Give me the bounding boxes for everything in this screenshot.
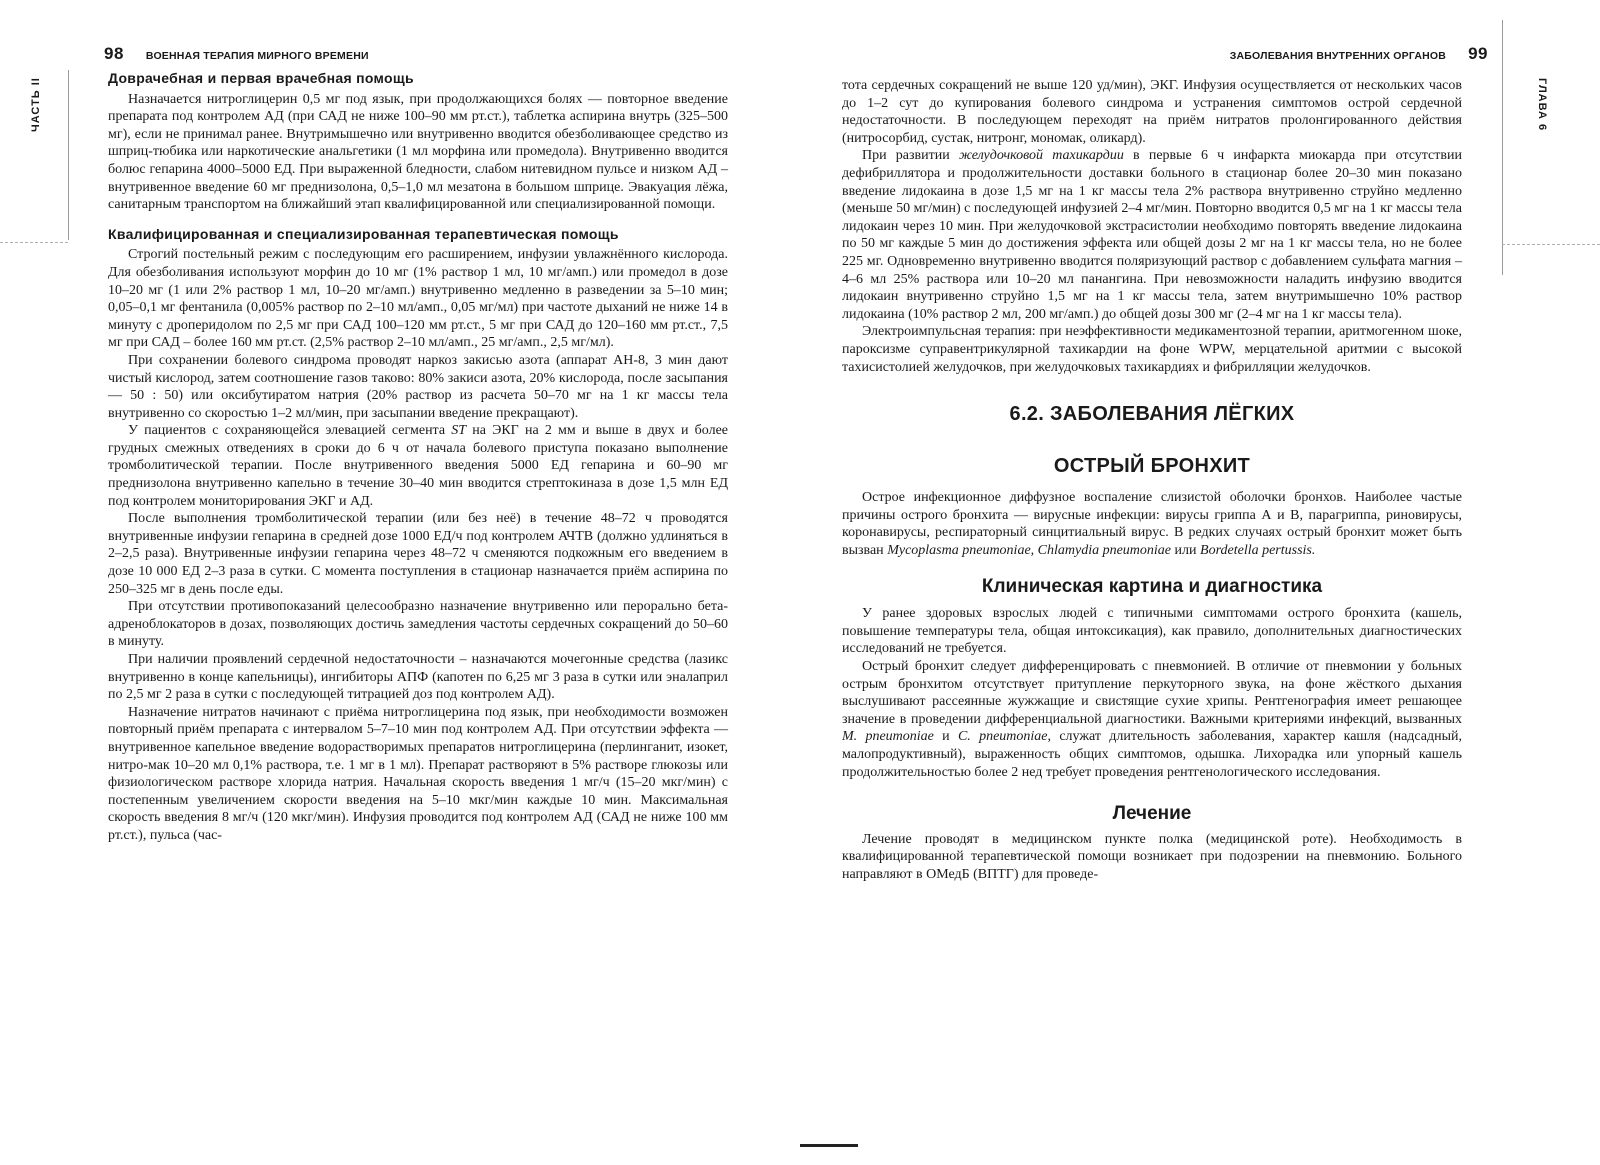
paragraph <box>842 658 1462 781</box>
paragraph: При отсутствии противопоказаний целесообразно назначение внутривенно или перорально бета-адреноблокаторов в дозах, позволяющих достичь замедления частоты сердечных сокращений до 50–60 в минуту. <box>108 599 728 650</box>
running-header <box>104 44 369 64</box>
subheading-clinical: Клиническая картина и диагностика <box>981 575 1323 597</box>
paragraph: тота сердечных сокращений не выше 120 уд/мин), ЭКГ. Инфузия осуществляется от нескольких часов до 1–2 сут до купирования болевого синдрома и устранения симптомов острой сердечной недостаточности. В последующем переходят на приём нитратов пролонгированного действия (нитросорбид, сустак, нитронг, мономак, оликард). <box>842 78 1462 146</box>
text-run: При развитии <box>862 148 959 164</box>
paragraph: Лечение проводят в медицинском пункте полка (медицинской роте). Необходимость в квалифицированной терапевтической помощи возникает при подозрении на пневмонию. Больного направляют в ОМедБ (ВПТГ) для проведе- <box>842 831 1462 882</box>
running-title: ВОЕННАЯ ТЕРАПИЯ МИРНОГО ВРЕМЕНИ <box>145 50 369 62</box>
paragraph: Назначение нитратов начинают с приёма нитроглицерина под язык, при необходимости возможен повторный приём препарата с интервалом 5–7–10 мин под контролем АД. При отсутствии эффекта — внутривенное капельное введение водорастворимых препаратов нитроглицерина (перлинганит, изокет, нитро-мак 10–20 мл 0,1% раствора, т.е. 1 мг в 1 мл). Препарат растворяют в 5% растворе глюкозы или физиологическом растворе хлорида натрия. Начальная скорость введения 1 мг/ч (15–20 мкг/мин) с постепенным увеличением скорости введения на 5–10 мкг/мин каждые 10 мин. Максимальная скорость введения 8 мг/ч (120 мкг/мин). Инфузия проводится под контролем АД (САД не ниже 100 мм рт.ст.), пульса (час- <box>108 704 728 843</box>
italic-term: C. pneumoniae <box>957 729 1048 745</box>
italic-term: желудочковой тахикардии <box>958 148 1124 164</box>
paragraph: После выполнения тромболитической терапии (или без неё) в течение 48–72 ч проводятся внутривенные инфузии гепарина в средней дозе 1000 ЕД/ч под контролем АЧТВ (должно удлиняться в 2–2,5 раза). Внутривенные инфузии гепарина через 48–72 ч сменяются подкожным его введением в дозе 10 000 ЕД 2–3 раза в сутки. С момента поступления в стационар назначается приём аспирина по 250–325 мг в день после еды. <box>108 511 728 597</box>
paragraph: При наличии проявлений сердечной недостаточности – назначаются мочегонные средства (лазикс внутривенно в конце капельницы), ингибиторы АПФ (капотен по 6,25 мг 3 раза в сутки или эналаприл по 2,5 мг 2 раза в сутки с последующей титрацией доз под контролем АД). <box>108 652 728 703</box>
paragraph <box>842 147 1462 323</box>
text-run: , служат длительность заболевания, характер кашля (надсадный, малопродуктивный), выраженность общих симптомов, одышка. Лихорадка или упорный кашель продолжительностью более 2 нед требует проведения рентгенологического исследования. <box>842 729 1463 780</box>
text-run: на ЭКГ на 2 мм и выше в двух и более грудных смежных отведениях в сроки до 6 ч от начала болевого приступа показано выполнение тромболитической терапии. После внутривенного введения 5000 ЕД гепарина и 60–90 мг преднизолона внутривенно капельно в течение 30–40 мин вводится стрептокиназа в дозе 1,5 млн ЕД под контролем мониторирования ЭКГ и АД. <box>108 423 728 509</box>
italic-term: M. pneumoniae <box>842 729 934 745</box>
margin-rule <box>68 70 69 240</box>
right-text-column <box>842 77 1462 884</box>
text-run: У пациентов с сохраняющейся элевацией сегмента <box>128 423 452 439</box>
paragraph <box>842 489 1462 559</box>
subheading-first-aid: Доврачебная и первая врачебная помощь <box>108 70 414 86</box>
running-title: ЗАБОЛЕВАНИЯ ВНУТРЕННИХ ОРГАНОВ <box>1229 50 1447 62</box>
left-text-column <box>108 66 728 845</box>
subheading-treatment: Лечение <box>1112 803 1192 825</box>
paragraph: Строгий постельный режим с последующим его расширением, инфузии увлажнённого кислорода. Для обезболивания используют морфин до 10 мг (1% раствор 1 мл, 10 мг/амп.) или промедол в дозе 10–20 мг (1 или 2% раствор 1 мл, 10–20 мг/амп.) внутривенно медленно в разведении за 5–10 мин; 0,05–0,1 мг фентанила (0,005% раствор по 2–10 мл/амп., 0,05 мг/мл) при частоте дыханий не ниже 14 в минуту с дроперидолом по 2,5 мг при САД 100–120 мм рт.ст., 5 мг при САД до 120–160 мм рт.ст., 7,5 мг при САД – более 160 мм рт.ст. (2,5% раствор 2–10 мл/амп., 25 мг/амп., 2,5 мг/мл). <box>108 247 728 351</box>
italic-term: ST <box>451 423 467 439</box>
section-heading: 6.2. ЗАБОЛЕВАНИЯ ЛЁГКИХ <box>1009 403 1295 426</box>
margin-tick <box>0 242 68 243</box>
margin-tick <box>1502 244 1600 245</box>
paragraph: Электроимпульсная терапия: при неэффективности медикаментозной терапии, аритмогенном шоке, пароксизме суправентрикулярной тахикардии на фоне WPW, мерцательной аритмии с высокой тахисистолией желудочков, при желудочковых тахикардиях и фибрилляции желудочков. <box>842 324 1462 375</box>
disease-heading: ОСТРЫЙ БРОНХИТ <box>1053 454 1251 477</box>
chapter-side-tab: ГЛАВА 6 <box>1536 78 1548 132</box>
paragraph: При сохранении болевого синдрома проводят наркоз закисью азота (аппарат АН-8, 3 мин дают чистый кислород, затем соотношение газов таково: 80% закиси азота, 20% кислорода, после засыпания — 50 : 50) или оксибутиратом натрия (20% раствор из расчета 50–70 мг на 1 кг массы тела внутривенно со скоростью 1–2 мл/мин, при засыпании введение прекращают). <box>108 352 728 421</box>
paragraph <box>108 422 728 510</box>
text-run: или <box>1171 543 1201 559</box>
subheading-qualified-aid: Квалифицированная и специализированная терапевтическая помощь <box>108 225 619 242</box>
text-run: Острое инфекционное диффузное воспаление слизистой оболочки бронхов. Наиболее частые причины острого бронхита — вирусные инфекции: вирусы гриппа А и В, парагриппа, риновирусы, коронавирусы, респираторный синцитиальный вирус. В редких случаях острый бронхит может быть вызван <box>842 490 1462 559</box>
italic-term: Mycoplasma pneumoniae, Chlamydia pneumoniae <box>887 543 1172 559</box>
text-run: Острый бронхит следует дифференцировать с пневмонией. В отличие от пневмонии у больных острым бронхитом отсутствует притупление перкуторного звука, на фоне жёсткого дыхания выслушивают рассеянные жужжащие и свистящие сухие хрипы. Рентгенография имеет решающее значение в проведении дифференциальной диагностики. Важными критериями инфекций, вызванных <box>842 659 1462 727</box>
gutter-mark <box>800 1144 858 1147</box>
paragraph: У ранее здоровых взрослых людей с типичными симптомами острого бронхита (кашель, повышение температуры тела, общая интоксикация), как правило, дополнительных диагностических исследований не требуется. <box>842 606 1462 657</box>
text-run: в первые 6 ч инфаркта миокарда при отсутствии дефибриллятора и продолжительности доставки больного в стационар более 20–30 мин показано введение лидокаина в дозе 1,5 мг на 1 кг массы тела 2% раствора внутривенно струйно медленно (меньше 50 мг/мин) с последующей инфузией 2–4 мг/мин. Повторно вводится 0,5 мг на 1 кг массы тела лидокаин через 10 мин. При желудочковой экстрасистолии необходимо повторять введение лидокаина по 50 мг каждые 5 мин до достижения эффекта или общей дозы 2 мг на 1 кг массы тела, но не более 225 мг. Одновременно внутривенно вводится поляризующий раствор с добавлением сульфата магния – 4–6 мл 25% раствора или 10–20 мл панангина. При невозможности наладить инфузию вводится лидокаин внутривенно струйно 1,5 мг на 1 кг массы тела, затем внутримышечно 10% раствор лидокаина (10% раствор 2 мл, 200 мг/амп.) до общей дозы 300 мг (2–4 мг на 1 кг массы тела). <box>842 148 1462 322</box>
page-number: 99 <box>1468 44 1488 63</box>
italic-term: Bordetella pertussis. <box>1200 543 1316 559</box>
running-header <box>1230 44 1488 64</box>
right-page <box>800 0 1600 1165</box>
margin-rule <box>1502 20 1503 275</box>
part-side-tab: ЧАСТЬ II <box>30 77 42 132</box>
text-run: и <box>933 729 958 745</box>
paragraph: Назначается нитроглицерин 0,5 мг под язык, при продолжающихся болях — повторное введение препарата под контролем АД (при САД не ниже 100–90 мм рт.ст.), таблетка аспирина внутрь (325–500 мг), если не принимал ранее. Внутримышечно или внутривенно вводится обезболивающее средство из шприц-тюбика или наркотические анальгетики (1 мл морфина или промедола). Внутривенно вводится болюс гепарина 4000–5000 ЕД. При выраженной бледности, слабом нитевидном пульсе и низком АД – внутривенное введение 60 мг преднизолона, 0,5–1,0 мл мезатона в большом шприце. Эвакуация лёжа, санитарным транспортом на ближайший этап квалифицированной или специализированной помощи. <box>108 91 728 213</box>
page-number: 98 <box>104 44 124 63</box>
